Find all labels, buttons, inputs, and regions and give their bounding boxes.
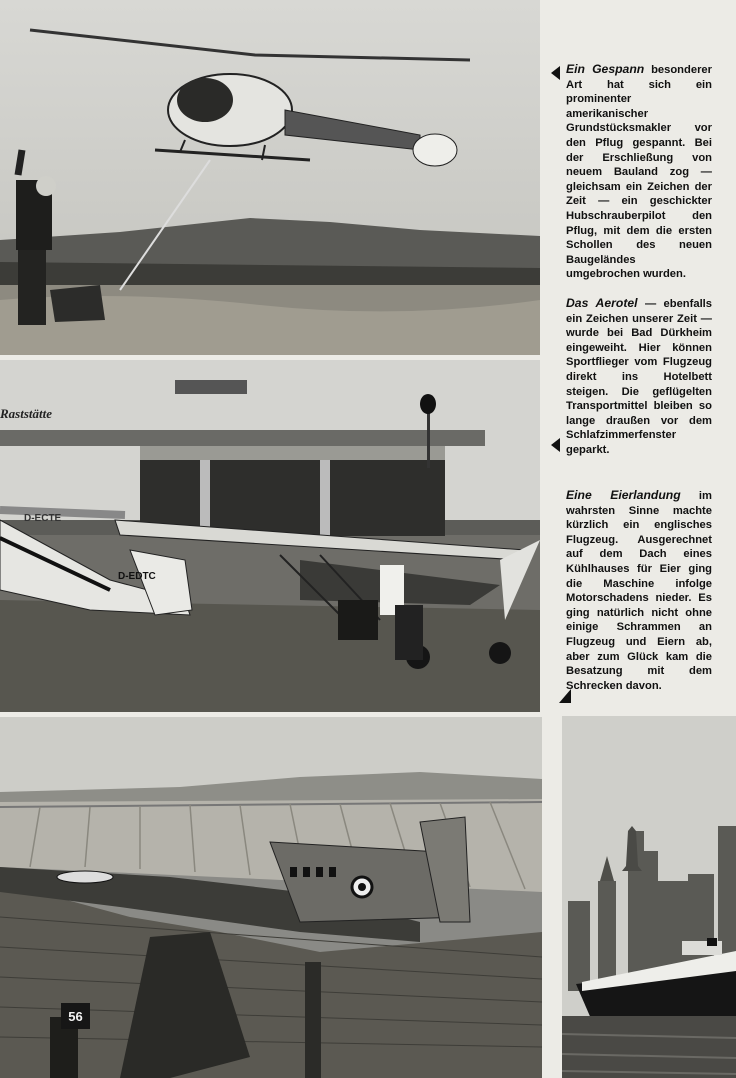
caption-body: im wahrsten Sinne machte kürzlich ein englisches Flugzeug. Ausgerechnet auf dem Dach eines Kühlhauses für Eier ging die Maschine infolge Motorschadens nieder. Es ging natürlich nicht ohne einige Schrammen an Flugzeug und Eiern ab, aber zum Glück kam die Besatzung mit dem Schrecken davon. (566, 490, 712, 692)
photo-city-skyline-ship (562, 716, 736, 1078)
plane-registration: D-EDTC (118, 571, 156, 582)
caption-lead: Eine Eierlandung (566, 488, 681, 502)
caption-gespann (566, 62, 712, 282)
caption-marker-left-arrow (551, 66, 560, 80)
plane-registration-2: D-ECTE (24, 513, 62, 524)
caption-lead: Das Aerotel (566, 296, 638, 310)
page-number: 56 (61, 1003, 90, 1029)
caption-body: besonderer Art hat sich ein prominenter amerikanischer Grundstücksmakler vor den Pflug gespannt. Bei der Erschließung von neuem Bauland zog — gleichsam ein Zeichen der Zeit — ein geschickter Hubschrauberpilot den Pflug, mit dem die ersten Schollen des neuen Baugeländes umgebrochen wurden. (566, 64, 712, 281)
photo-helicopter-plough (0, 0, 540, 355)
caption-aerotel (566, 296, 712, 458)
caption-body: — ebenfalls ein Zeichen unserer Zeit — wurde bei Bad Dürkheim eingeweiht. Hier können Sportflieger vom Flugzeug direkt ins Hotelbett steigen. Die geflügelten Transportmittel bleiben so lange draußen vor dem Schlafzimmerfenster geparkt. (566, 298, 713, 456)
photo-aerotel-airplanes (0, 360, 540, 712)
caption-marker-left-arrow (551, 438, 560, 452)
caption-lead: Ein Gespann (566, 62, 645, 76)
caption-eierlandung (566, 488, 712, 693)
photo-sign-text: Raststätte (0, 406, 53, 421)
